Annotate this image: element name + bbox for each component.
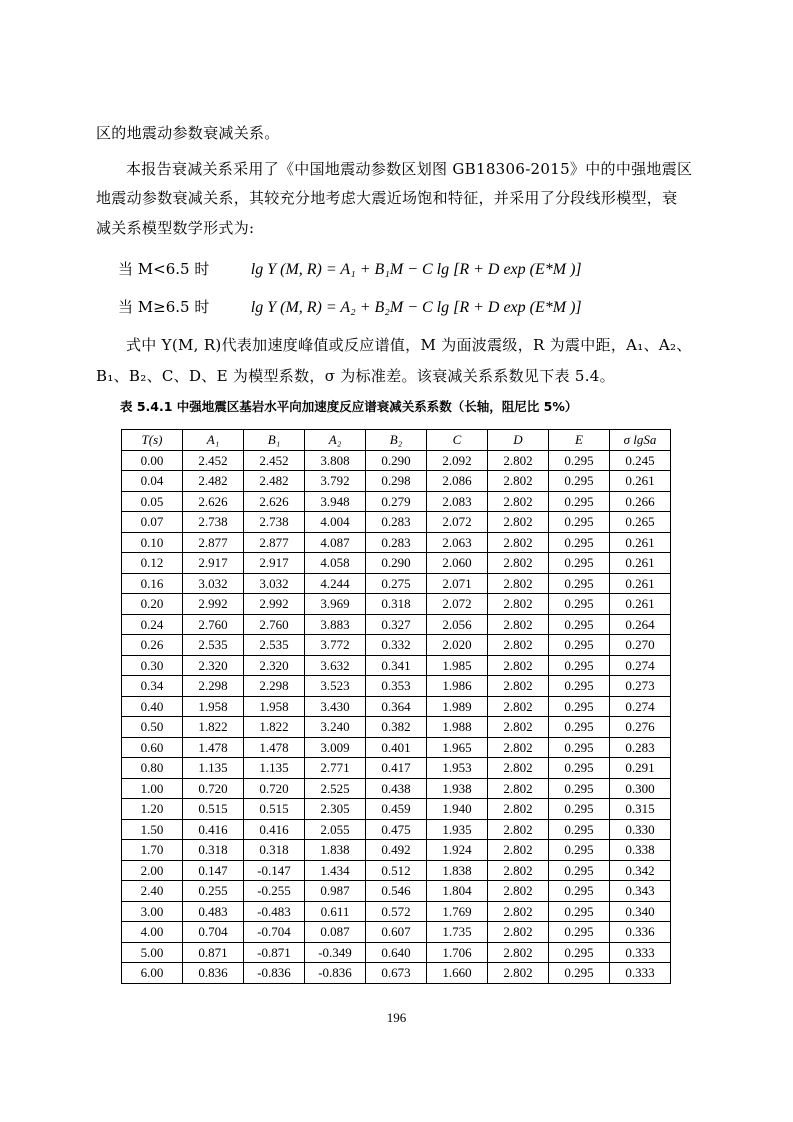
table-cell: 3.792: [305, 471, 366, 492]
table-cell: 2.802: [488, 450, 549, 471]
table-cell: 0.07: [122, 512, 183, 533]
table-cell: 0.261: [610, 471, 671, 492]
table-cell: 1.735: [427, 922, 488, 943]
table-cell: 0.987: [305, 881, 366, 902]
table-cell: 5.00: [122, 942, 183, 963]
table-cell: 0.512: [366, 860, 427, 881]
table-cell: 0.295: [549, 942, 610, 963]
table-cell: 0.295: [549, 922, 610, 943]
table-cell: 0.546: [366, 881, 427, 902]
table-row: [122, 717, 671, 738]
table-cell: 2.40: [122, 881, 183, 902]
table-row: [122, 512, 671, 533]
table-cell: 0.836: [183, 963, 244, 984]
table-cell: 2.072: [427, 512, 488, 533]
table-cell: 0.295: [549, 491, 610, 512]
table-cell: 0.283: [610, 737, 671, 758]
table-header-cell: B₂: [366, 430, 427, 451]
table-cell: 0.24: [122, 614, 183, 635]
table-cell: 3.523: [305, 676, 366, 697]
table-cell: 0.720: [244, 778, 305, 799]
table-cell: 4.244: [305, 573, 366, 594]
table-cell: 2.083: [427, 491, 488, 512]
table-cell: 0.318: [366, 594, 427, 615]
table-cell: 0.572: [366, 901, 427, 922]
table-cell: 1.804: [427, 881, 488, 902]
formula-condition: 当 M<6.5 时: [118, 260, 210, 278]
table-header-cell: σ lgSa: [610, 430, 671, 451]
table-row: [122, 532, 671, 553]
table-cell: 1.985: [427, 655, 488, 676]
table-cell: 2.802: [488, 758, 549, 779]
table-cell: 0.353: [366, 676, 427, 697]
table-cell: 0.295: [549, 963, 610, 984]
table-cell: 0.333: [610, 942, 671, 963]
table-cell: 2.071: [427, 573, 488, 594]
table-cell: 0.871: [183, 942, 244, 963]
table-cell: 0.50: [122, 717, 183, 738]
table-cell: 0.261: [610, 573, 671, 594]
table-cell: 2.802: [488, 901, 549, 922]
table-row: [122, 922, 671, 943]
table-header-cell: T(s): [122, 430, 183, 451]
table-cell: 0.295: [549, 635, 610, 656]
formula-equation: lg Y (M, R) = A₁ + B₁M − C lg [R + D exp (E*M )]: [250, 261, 582, 278]
table-cell: 0.295: [549, 532, 610, 553]
table-cell: 1.958: [244, 696, 305, 717]
table-cell: 0.245: [610, 450, 671, 471]
table-cell: 0.318: [183, 840, 244, 861]
table-cell: 3.032: [183, 573, 244, 594]
table-cell: 2.760: [183, 614, 244, 635]
table-cell: 1.70: [122, 840, 183, 861]
table-cell: 0.295: [549, 450, 610, 471]
table-cell: 1.938: [427, 778, 488, 799]
table-caption: 表 5.4.1 中强地震区基岩水平向加速度反应谱衰减关系系数（长轴，阻尼比 5%）: [120, 399, 578, 414]
table-cell: 1.660: [427, 963, 488, 984]
table-cell: 0.295: [549, 717, 610, 738]
paragraph-line: 地震动参数衰减关系，其较充分地考虑大震近场饱和特征，并采用了分段线形模型，衰: [96, 189, 678, 207]
table-cell: 1.434: [305, 860, 366, 881]
table-cell: 1.958: [183, 696, 244, 717]
table-cell: 1.822: [183, 717, 244, 738]
table-cell: 2.877: [244, 532, 305, 553]
table-cell: 0.087: [305, 922, 366, 943]
table-row: [122, 901, 671, 922]
formula-condition: 当 M≥6.5 时: [118, 298, 210, 316]
table-cell: 0.459: [366, 799, 427, 820]
table-cell: 0.16: [122, 573, 183, 594]
table-cell: 0.04: [122, 471, 183, 492]
table-row: [122, 635, 671, 656]
table-cell: 2.802: [488, 594, 549, 615]
table-cell: 2.020: [427, 635, 488, 656]
table-row: [122, 594, 671, 615]
table-row: [122, 799, 671, 820]
table-cell: 2.802: [488, 676, 549, 697]
table-row: [122, 676, 671, 697]
table-header-cell: E: [549, 430, 610, 451]
table-header-cell: C: [427, 430, 488, 451]
table-cell: 2.535: [183, 635, 244, 656]
table-cell: 0.611: [305, 901, 366, 922]
table-cell: 0.276: [610, 717, 671, 738]
table-cell: 0.364: [366, 696, 427, 717]
table-cell: 0.295: [549, 696, 610, 717]
table-cell: -0.836: [305, 963, 366, 984]
table-cell: 2.917: [183, 553, 244, 574]
table-cell: 3.240: [305, 717, 366, 738]
table-cell: 2.056: [427, 614, 488, 635]
table-cell: 0.279: [366, 491, 427, 512]
table-cell: 4.087: [305, 532, 366, 553]
table-header-row: [122, 430, 671, 451]
paragraph-line: 本报告衰减关系采用了《中国地震动参数区划图 GB18306-2015》中的中强地震区: [126, 160, 693, 178]
table-cell: 3.032: [244, 573, 305, 594]
table-cell: 2.305: [305, 799, 366, 820]
table-row: [122, 819, 671, 840]
table-cell: 2.802: [488, 963, 549, 984]
table-row: [122, 471, 671, 492]
table-row: [122, 696, 671, 717]
table-cell: 1.706: [427, 942, 488, 963]
table-cell: 2.802: [488, 512, 549, 533]
table-cell: 3.772: [305, 635, 366, 656]
table-cell: 2.802: [488, 737, 549, 758]
formula-equation: lg Y (M, R) = A₂ + B₂M − C lg [R + D exp (E*M )]: [250, 299, 582, 316]
table-cell: -0.349: [305, 942, 366, 963]
table-cell: 1.478: [244, 737, 305, 758]
table-cell: 0.20: [122, 594, 183, 615]
table-cell: 0.704: [183, 922, 244, 943]
table-cell: 1.935: [427, 819, 488, 840]
table-cell: 2.802: [488, 717, 549, 738]
table-header-cell: B₁: [244, 430, 305, 451]
table-cell: 0.295: [549, 655, 610, 676]
table-cell: 0.401: [366, 737, 427, 758]
table-cell: 0.416: [244, 819, 305, 840]
table-row: [122, 963, 671, 984]
table-cell: 2.482: [183, 471, 244, 492]
table-row: [122, 758, 671, 779]
table-cell: 0.720: [183, 778, 244, 799]
table-cell: 3.948: [305, 491, 366, 512]
table-cell: 1.988: [427, 717, 488, 738]
table-cell: 2.055: [305, 819, 366, 840]
table-cell: 2.802: [488, 922, 549, 943]
table-cell: 0.10: [122, 532, 183, 553]
table-cell: 0.382: [366, 717, 427, 738]
table-cell: 1.986: [427, 676, 488, 697]
table-cell: 2.535: [244, 635, 305, 656]
table-cell: 2.992: [183, 594, 244, 615]
table-cell: -0.836: [244, 963, 305, 984]
table-cell: 6.00: [122, 963, 183, 984]
table-cell: 2.525: [305, 778, 366, 799]
table-cell: -0.147: [244, 860, 305, 881]
table-cell: 2.626: [183, 491, 244, 512]
table-cell: 0.295: [549, 758, 610, 779]
table-cell: 0.147: [183, 860, 244, 881]
table-cell: 1.822: [244, 717, 305, 738]
table-cell: 2.802: [488, 614, 549, 635]
table-cell: 1.924: [427, 840, 488, 861]
table-cell: 2.802: [488, 696, 549, 717]
table-cell: 2.992: [244, 594, 305, 615]
table-cell: 2.298: [244, 676, 305, 697]
table-cell: 0.673: [366, 963, 427, 984]
table-header-cell: A₂: [305, 430, 366, 451]
table-cell: 0.261: [610, 553, 671, 574]
page-number: 196: [386, 1010, 407, 1025]
table-cell: 2.452: [183, 450, 244, 471]
table-cell: 0.492: [366, 840, 427, 861]
table-cell: 0.330: [610, 819, 671, 840]
table-cell: 3.969: [305, 594, 366, 615]
table-cell: 0.318: [244, 840, 305, 861]
table-cell: 1.00: [122, 778, 183, 799]
table-cell: 0.40: [122, 696, 183, 717]
table-cell: -0.704: [244, 922, 305, 943]
paragraph-line: 减关系模型数学形式为:: [96, 219, 255, 237]
table-cell: 2.452: [244, 450, 305, 471]
table-cell: 2.771: [305, 758, 366, 779]
table-cell: 2.802: [488, 573, 549, 594]
table-cell: 2.298: [183, 676, 244, 697]
table-cell: 2.917: [244, 553, 305, 574]
table-cell: 2.802: [488, 655, 549, 676]
table-cell: 0.333: [610, 963, 671, 984]
table-cell: 1.769: [427, 901, 488, 922]
table-cell: -0.255: [244, 881, 305, 902]
table-cell: 0.261: [610, 532, 671, 553]
table-cell: 0.300: [610, 778, 671, 799]
table-cell: 3.883: [305, 614, 366, 635]
table-cell: 2.320: [244, 655, 305, 676]
coefficient-table: [121, 429, 671, 984]
table-cell: 0.12: [122, 553, 183, 574]
paragraph-line: 区的地震动参数衰减关系。: [96, 124, 280, 142]
table-cell: 4.00: [122, 922, 183, 943]
table-cell: 0.283: [366, 512, 427, 533]
table-cell: 2.060: [427, 553, 488, 574]
table-cell: 2.320: [183, 655, 244, 676]
table-cell: 0.26: [122, 635, 183, 656]
table-cell: 0.640: [366, 942, 427, 963]
table-cell: 0.295: [549, 819, 610, 840]
table-cell: 2.802: [488, 532, 549, 553]
table-cell: -0.483: [244, 901, 305, 922]
table-cell: 2.092: [427, 450, 488, 471]
table-row: [122, 840, 671, 861]
table-row: [122, 942, 671, 963]
table-cell: 0.341: [366, 655, 427, 676]
table-cell: 0.274: [610, 655, 671, 676]
table-cell: 0.34: [122, 676, 183, 697]
table-cell: 2.063: [427, 532, 488, 553]
paragraph-line: 式中 Y(M, R)代表加速度峰值或反应谱值，M 为面波震级，R 为震中距，A₁、A₂、: [126, 336, 692, 354]
table-cell: 0.295: [549, 840, 610, 861]
table-row: [122, 860, 671, 881]
table-cell: 0.265: [610, 512, 671, 533]
table-cell: 1.20: [122, 799, 183, 820]
table-cell: 0.515: [244, 799, 305, 820]
table-cell: 0.295: [549, 594, 610, 615]
table-cell: 2.802: [488, 819, 549, 840]
table-cell: 0.60: [122, 737, 183, 758]
table-cell: 2.802: [488, 799, 549, 820]
table-cell: 2.802: [488, 840, 549, 861]
table-cell: 3.808: [305, 450, 366, 471]
table-row: [122, 655, 671, 676]
table-cell: 0.295: [549, 471, 610, 492]
table-row: [122, 881, 671, 902]
table-row: [122, 553, 671, 574]
table-cell: 0.00: [122, 450, 183, 471]
table-cell: 3.009: [305, 737, 366, 758]
table-cell: 0.298: [366, 471, 427, 492]
table-cell: 0.295: [549, 860, 610, 881]
table-row: [122, 778, 671, 799]
table-cell: 2.802: [488, 491, 549, 512]
table-row: [122, 573, 671, 594]
table-cell: 1.965: [427, 737, 488, 758]
table-cell: 0.30: [122, 655, 183, 676]
table-cell: 0.290: [366, 553, 427, 574]
table-cell: 0.343: [610, 881, 671, 902]
table-cell: 1.940: [427, 799, 488, 820]
table-cell: 0.332: [366, 635, 427, 656]
table-cell: 0.342: [610, 860, 671, 881]
table-cell: 0.607: [366, 922, 427, 943]
table-cell: 2.00: [122, 860, 183, 881]
table-cell: 1.50: [122, 819, 183, 840]
table-cell: 0.266: [610, 491, 671, 512]
table-cell: 2.760: [244, 614, 305, 635]
table-cell: 1.838: [427, 860, 488, 881]
table-cell: 2.072: [427, 594, 488, 615]
table-cell: 0.275: [366, 573, 427, 594]
table-cell: 0.274: [610, 696, 671, 717]
table-cell: 2.802: [488, 635, 549, 656]
table-cell: 0.261: [610, 594, 671, 615]
formula-row: [118, 258, 582, 279]
table-cell: 2.802: [488, 553, 549, 574]
table-cell: 0.295: [549, 614, 610, 635]
table-cell: 2.738: [244, 512, 305, 533]
table-cell: 0.264: [610, 614, 671, 635]
table-cell: 0.475: [366, 819, 427, 840]
table-cell: 3.430: [305, 696, 366, 717]
table-cell: 1.838: [305, 840, 366, 861]
table-cell: 0.05: [122, 491, 183, 512]
table-cell: 0.290: [366, 450, 427, 471]
table-row: [122, 614, 671, 635]
table-cell: 0.417: [366, 758, 427, 779]
table-cell: 0.295: [549, 737, 610, 758]
table-cell: 0.295: [549, 573, 610, 594]
table-cell: 3.632: [305, 655, 366, 676]
table-cell: 0.315: [610, 799, 671, 820]
table-cell: 0.295: [549, 553, 610, 574]
table-cell: 0.340: [610, 901, 671, 922]
table-cell: 0.291: [610, 758, 671, 779]
table-cell: 2.877: [183, 532, 244, 553]
table-cell: 1.989: [427, 696, 488, 717]
table-cell: 0.270: [610, 635, 671, 656]
table-cell: 0.295: [549, 778, 610, 799]
table-cell: 0.483: [183, 901, 244, 922]
table-cell: 2.738: [183, 512, 244, 533]
paragraph-line: B₁、B₂、C、D、E 为模型系数，σ 为标准差。该衰减关系系数见下表 5.4。: [96, 367, 615, 385]
formula-row: [118, 296, 582, 317]
table-cell: 1.135: [244, 758, 305, 779]
table-row: [122, 450, 671, 471]
table-cell: 0.295: [549, 512, 610, 533]
table-cell: 0.438: [366, 778, 427, 799]
table-cell: 0.327: [366, 614, 427, 635]
table-cell: 0.336: [610, 922, 671, 943]
table-cell: 0.338: [610, 840, 671, 861]
table-cell: 2.802: [488, 942, 549, 963]
table-cell: 2.802: [488, 881, 549, 902]
table-cell: 0.273: [610, 676, 671, 697]
table-header-cell: D: [488, 430, 549, 451]
table-cell: 0.295: [549, 799, 610, 820]
table-cell: 1.478: [183, 737, 244, 758]
table-cell: 0.283: [366, 532, 427, 553]
table-cell: -0.871: [244, 942, 305, 963]
table-cell: 0.295: [549, 676, 610, 697]
table-body: [122, 450, 671, 983]
table-cell: 2.802: [488, 860, 549, 881]
table-cell: 2.802: [488, 778, 549, 799]
table-cell: 2.802: [488, 471, 549, 492]
table-cell: 2.482: [244, 471, 305, 492]
table-cell: 0.255: [183, 881, 244, 902]
table-cell: 1.135: [183, 758, 244, 779]
table-cell: 1.953: [427, 758, 488, 779]
table-cell: 3.00: [122, 901, 183, 922]
table-cell: 0.80: [122, 758, 183, 779]
table-cell: 0.295: [549, 901, 610, 922]
table-row: [122, 491, 671, 512]
table-cell: 0.416: [183, 819, 244, 840]
table-cell: 2.086: [427, 471, 488, 492]
table-cell: 2.626: [244, 491, 305, 512]
table-cell: 4.004: [305, 512, 366, 533]
table-cell: 0.295: [549, 881, 610, 902]
table-row: [122, 737, 671, 758]
table-cell: 0.515: [183, 799, 244, 820]
table-cell: 4.058: [305, 553, 366, 574]
table-header-cell: A₁: [183, 430, 244, 451]
